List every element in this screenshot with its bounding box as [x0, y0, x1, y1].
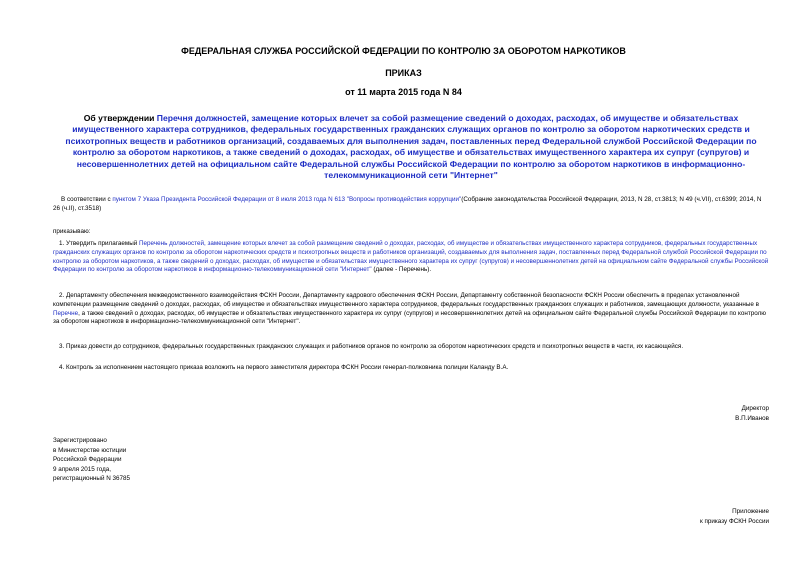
preamble-paragraph [53, 196, 769, 214]
registration-line: регистрационный N 36785 [53, 475, 131, 482]
item-4-paragraph: 4. Контроль за исполнением настоящего приказа возложить на первого заместителя директора ФСКН России генерал-полковника полиции Каланду В.А. [59, 364, 509, 371]
preamble-decree-link[interactable]: пунктом 7 Указа Президента Российской Федерации от 8 июля 2013 года N 613 "Вопросы противодействия коррупции" [112, 196, 462, 203]
signature-block [735, 404, 769, 423]
agency-heading: ФЕДЕРАЛЬНАЯ СЛУЖБА РОССИЙСКОЙ ФЕДЕРАЦИИ ПО КОНТРОЛЮ ЗА ОБОРОТОМ НАРКОТИКОВ [181, 46, 626, 56]
order-word: приказываю: [53, 228, 91, 235]
registration-line: Российской Федерации [53, 456, 122, 463]
item-1-list-link[interactable]: Перечень должностей, замещение которых влечет за собой размещение сведений о доходах, расходах, об имуществе и обязательствах имущественного характера сотрудников, федеральных государственных гражданских служащих органов по контролю за оборотом наркотических средств и психотропных веществ и работников организаций, создаваемых для выполнения задач, поставленных перед Федеральной службой Российской Федерации по контролю за оборотом наркотиков, а также сведений о доходах, расходах, об имуществе и обязательствах имущественного характера их супруг (супругов) и несовершеннолетних детей на официальном сайте Федеральной службы Российской Федерации по контролю за оборотом наркотиков в информационно-телекоммуникационной сети "Интернет" [53, 240, 769, 274]
title-link[interactable]: Перечня должностей, замещение которых влечет за собой размещение сведений о доходах, расходах, об имуществе и обязательствах имущественного характера сотрудников, федеральных государственных гражданских служащих органов по контролю за оборотом наркотических средств и психотропных веществ и работников организаций, создаваемых для выполнения задач, поставленных перед Федеральной службой Российской Федерации по контролю за оборотом наркотиков, а также сведений о доходах, расходах, об имуществе и обязательствах имущественного характера их супруг (супругов) и несовершеннолетних детей на официальном сайте Федеральной службы Российской Федерации по контролю за оборотом наркотиков в информационно-телекоммуникационной сети "Интернет" [65, 113, 757, 181]
signature-position: Директор [741, 405, 769, 412]
order-title [58, 113, 764, 181]
item-1-paragraph [53, 240, 769, 275]
title-prefix: Об утверждении [83, 113, 157, 123]
item-2-paragraph [53, 292, 769, 327]
appendix-reference: к приказу ФСКН России [699, 517, 769, 525]
date-number-heading: от 11 марта 2015 года N 84 [345, 87, 462, 97]
registration-block [53, 436, 130, 484]
registration-line: 9 апреля 2015 года, [53, 465, 111, 473]
item-2-text-end: , а также сведений о доходах, расходах, об имуществе и обязательствах имущественного характера их супруг (супругов) и несовершеннолетних детей на официальном сайте Федеральной службы Российской Федерации по контролю за оборотом наркотиков в информационно-телекоммуникационной сети "Интернет". [53, 309, 767, 326]
registration-line: в Министерстве юстиции [53, 446, 127, 454]
item-2-list-link[interactable]: Перечне [53, 309, 79, 317]
item-1-text-start: 1. Утвердить прилагаемый [59, 240, 140, 247]
appendix-block [700, 507, 769, 526]
item-3-paragraph: 3. Приказ довести до сотрудников, федеральных государственных гражданских служащих и работников органов по контролю за оборотом наркотических средств и психотропных веществ в части, их касающейся. [59, 343, 684, 350]
item-2-text-start: 2. Департаменту обеспечения межведомственного взаимодействия ФСКН России, Департаменту кадрового обеспечения ФСКН России, Департаменту собственной безопасности ФСКН России обеспечить в пределах установленной компетенции размещение сведений о доходах, расходах, об имуществе и обязательствах имущественного характера сотрудников, федеральных государственных гражданских служащих и работников, замещающих должности, указанные в [53, 292, 760, 308]
preamble-text-start: В соответствии с [61, 196, 113, 203]
appendix-title: Приложение [732, 508, 769, 515]
item-1-text-end: (далее - Перечень). [371, 266, 432, 274]
registration-line: Зарегистрировано [53, 437, 107, 444]
doc-type-heading: ПРИКАЗ [385, 68, 422, 78]
signature-name: В.П.Иванов [735, 414, 769, 422]
preamble-text-end: (Собрание законодательства Российской Федерации, 2013, N 28, ст.3813; N 49 (ч.VII), ст.6399; 2014, N 26 (ч.II), ст.3518) [53, 196, 762, 212]
